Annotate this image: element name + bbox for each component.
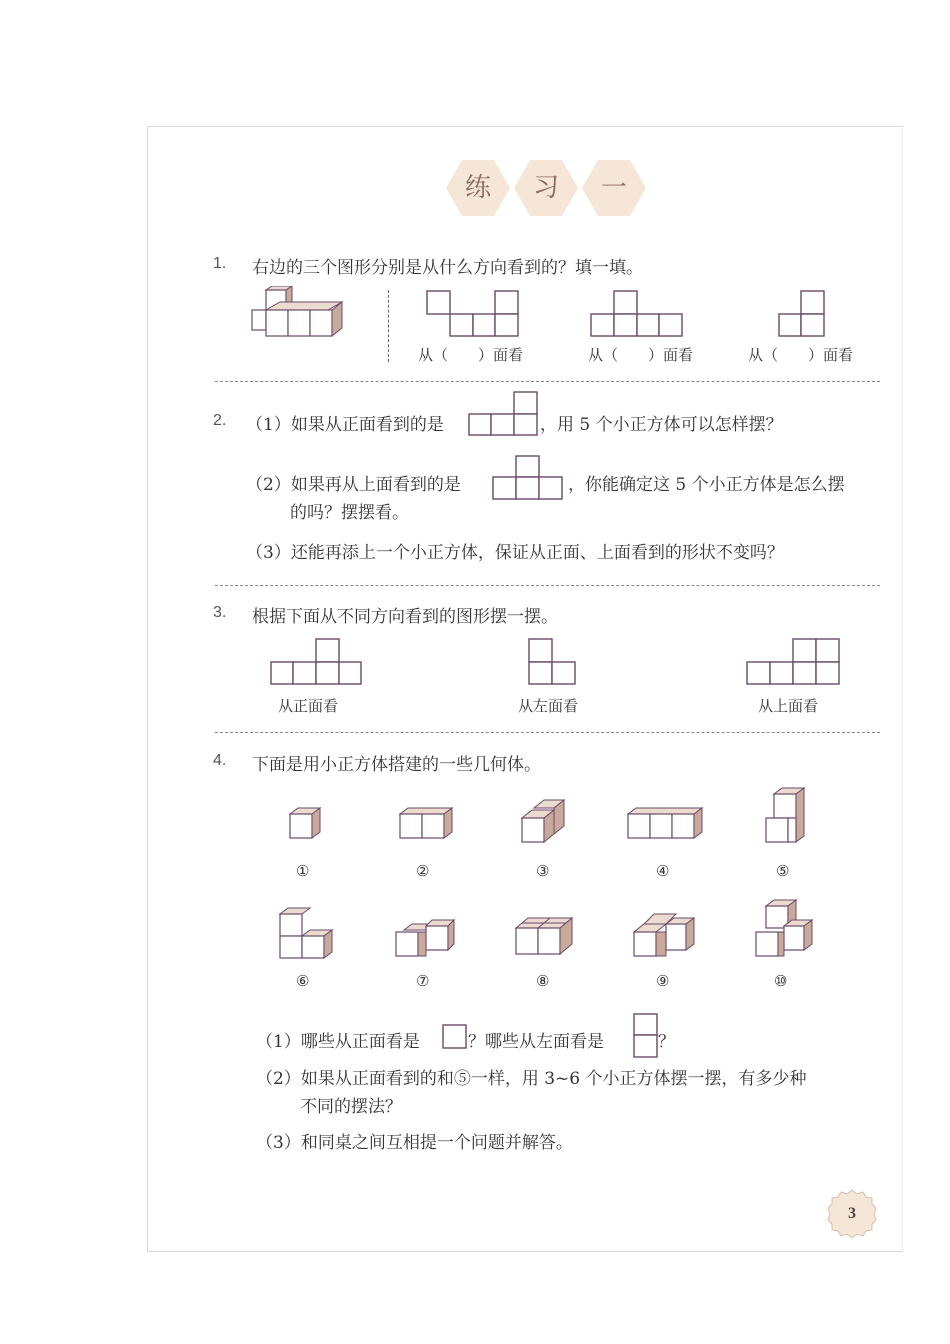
q4-double-square-icon	[633, 1013, 659, 1059]
q4-part1-a: （1）哪些从正面看是	[256, 1032, 420, 1052]
q2-part2-c: 的吗？摆摆看。	[290, 503, 409, 523]
solid-label-1: ①	[296, 862, 310, 880]
separator-1	[215, 381, 880, 382]
solid-8	[514, 916, 578, 960]
q2-part2-a: （2）如果再从上面看到的是	[246, 475, 461, 495]
q4-part1-b: ？哪些从左面看是	[468, 1032, 604, 1052]
separator-3	[215, 732, 880, 733]
solid-label-4: ④	[656, 862, 670, 880]
title-char-2: 习	[532, 173, 559, 203]
q2-number: 2.	[213, 412, 227, 429]
solid-10	[754, 898, 814, 960]
q1-solid	[248, 286, 348, 344]
q3-top-view	[746, 638, 842, 688]
q3-label-front: 从正面看	[278, 697, 339, 715]
solid-label-2: ②	[416, 862, 430, 880]
title-char-3: 一	[600, 173, 627, 203]
q3-left-view	[528, 638, 578, 688]
q2-top-view-icon	[492, 455, 566, 501]
q1-view-1	[426, 290, 520, 338]
q2-part1-a: （1）如果从正面看到的是	[246, 415, 444, 435]
q2-part2-b: ，你能确定这 5 个小正方体是怎么摆	[568, 475, 845, 495]
solid-label-3: ③	[536, 862, 550, 880]
q2-part1-b: ，用 5 个小正方体可以怎样摆？	[540, 415, 783, 435]
q1-text: 右边的三个图形分别是从什么方向看到的？填一填。	[252, 258, 643, 278]
solid-label-7: ⑦	[416, 972, 430, 990]
solid-label-6: ⑥	[296, 972, 310, 990]
solid-6	[278, 906, 334, 960]
separator-2	[215, 585, 880, 586]
q1-view-2	[590, 290, 684, 338]
q1-divider	[388, 290, 389, 362]
title-hexagon-2	[514, 160, 578, 216]
q1-number: 1.	[213, 255, 227, 272]
solid-2	[398, 806, 454, 842]
title-hexagon-3	[582, 160, 646, 216]
solid-label-10: ⑩	[774, 972, 788, 990]
q3-number: 3.	[213, 604, 227, 621]
q2-front-view-icon	[468, 391, 540, 437]
q3-label-left: 从左面看	[518, 697, 579, 715]
q1-label-3: 从（ ）面看	[748, 346, 854, 364]
page-number-badge	[826, 1188, 878, 1240]
q4-single-square-icon	[442, 1024, 468, 1050]
q4-part3: （3）和同桌之间互相提一个问题并解答。	[256, 1133, 573, 1153]
q4-part1-c: ？	[658, 1032, 675, 1052]
q1-view-3	[778, 290, 826, 338]
solid-4	[626, 806, 704, 842]
q4-part2-a: （2）如果从正面看到的和⑤一样，用 3~6 个小正方体摆一摆，有多少种	[256, 1069, 807, 1089]
page-number: 3	[848, 1205, 856, 1222]
q3-text: 根据下面从不同方向看到的图形摆一摆。	[252, 607, 558, 627]
solid-3	[520, 798, 570, 846]
q2-part3: （3）还能再添上一个小正方体，保证从正面、上面看到的形状不变吗？	[246, 543, 784, 563]
q4-text: 下面是用小正方体搭建的一些几何体。	[252, 755, 541, 775]
q4-part2-b: 不同的摆法？	[300, 1097, 402, 1117]
solid-1	[288, 806, 324, 842]
title-hexagon-1	[446, 160, 510, 216]
solid-7	[394, 918, 456, 960]
q3-label-top: 从上面看	[758, 697, 819, 715]
solid-label-5: ⑤	[776, 862, 790, 880]
solid-9	[632, 912, 696, 960]
solid-label-9: ⑨	[656, 972, 670, 990]
q3-front-view	[270, 638, 364, 688]
q1-label-2: 从（ ）面看	[588, 346, 694, 364]
q4-number: 4.	[213, 752, 227, 769]
q1-label-1: 从（ ）面看	[418, 346, 524, 364]
solid-label-8: ⑧	[536, 972, 550, 990]
solid-5	[764, 786, 808, 848]
title-char-1: 练	[464, 173, 491, 203]
